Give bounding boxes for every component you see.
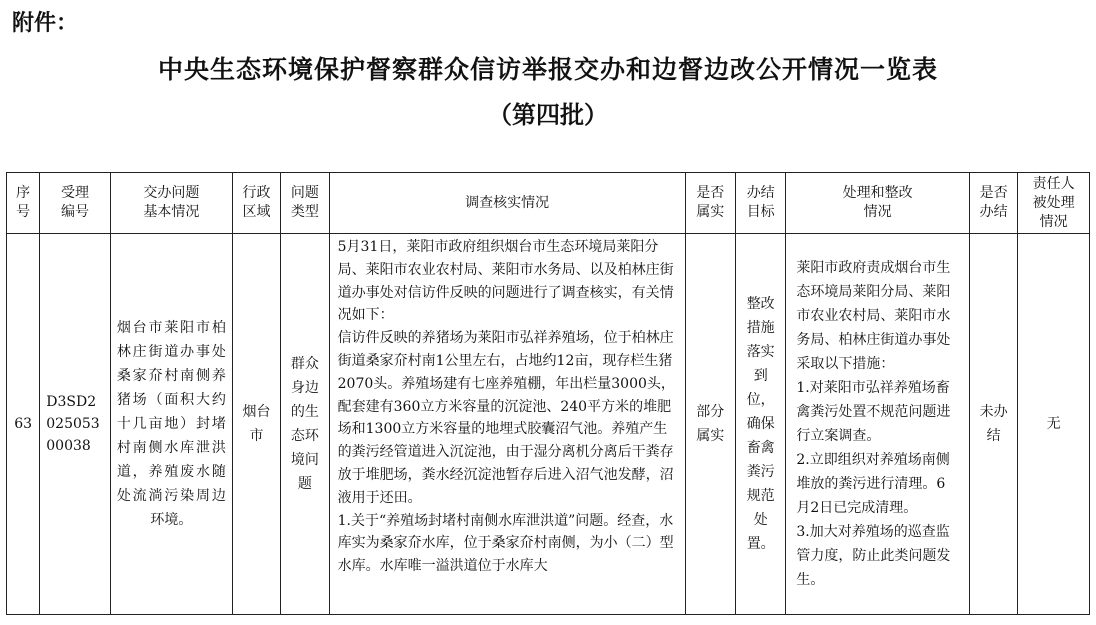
cell-type: 群众身边的生态环境问题	[281, 234, 329, 615]
header-issue: 交办问题 基本情况	[110, 173, 232, 234]
attachment-label: 附件：	[12, 11, 79, 36]
table-row	[7, 234, 1090, 615]
cell-completed: 未办结	[969, 234, 1017, 615]
header-investigation: 调查核实情况	[329, 173, 685, 234]
header-responsible: 责任人 被处理 情况	[1018, 173, 1090, 234]
investigation-paragraph: 1.关于“养殖场封堵村南侧水库泄洪道”问题。经查，水库实为桑家夼水库，位于桑家夼村南侧，为小（二）型水库。水库唯一溢洪道位于水库大	[337, 512, 674, 575]
investigation-paragraph: 信访件反映的养猪场为莱阳市弘祥养殖场，位于柏林庄街道桑家夼村南1公里左右，占地约12亩，现存栏生猪2070头。养殖场建有七座养殖棚，年出栏量3000头，配套建有360立方米容量的沉淀池、240平方米的堆肥场和1300立方米容量的地埋式胶囊沼气池。养殖产生的粪污经管道进入沉淀池，由于湿分离机分离后干粪存放于堆肥场，粪水经沉淀池暂存后进入沼气池发酵，沼液用于还田。	[337, 330, 675, 506]
cell-region: 烟台市	[232, 234, 280, 615]
header-completed: 是否 办结	[969, 173, 1017, 234]
measure-paragraph: 1.对莱阳市弘祥养殖场畜禽粪污处置不规范问题进行立案调查。	[796, 380, 951, 444]
disclosure-table	[6, 172, 1090, 615]
header-measures: 处理和整改 情况	[786, 173, 970, 234]
header-id: 受理 编号	[40, 173, 111, 234]
cell-investigation	[329, 234, 685, 615]
measure-paragraph: 3.加大对养殖场的巡查监管力度，防止此类问题发生。	[796, 524, 951, 588]
header-goal: 办结 目标	[735, 173, 785, 234]
header-region: 行政 区域	[232, 173, 280, 234]
header-seq: 序 号	[7, 173, 40, 234]
header-verified: 是否 属实	[685, 173, 735, 234]
document-title: 中央生态环境保护督察群众信访举报交办和边督边改公开情况一览表	[157, 55, 938, 84]
measure-paragraph: 2.立即组织对养殖场南侧堆放的粪污进行清理。6月2日已完成清理。	[796, 452, 950, 516]
header-type: 问题 类型	[281, 173, 329, 234]
measure-paragraph: 莱阳市政府责成烟台市生态环境局莱阳分局、莱阳市农业农村局、莱阳市水务局、柏林庄街道办事处采取以下措施：	[796, 260, 951, 372]
cell-verified: 部分属实	[685, 234, 735, 615]
cell-issue: 烟台市莱阳市柏林庄街道办事处桑家夼村南侧养猪场（面积大约十几亩地）封堵村南侧水库泄洪道，养殖废水随处流淌污染周边环境。	[110, 234, 232, 615]
cell-measures	[786, 234, 970, 615]
investigation-paragraph: 5月31日，莱阳市政府组织烟台市生态环境局莱阳分局、莱阳市农业农村局、莱阳市水务局、以及柏林庄街道办事处对信访件反映的问题进行了调查核实，有关情况如下：	[337, 239, 674, 324]
cell-responsible: 无	[1018, 234, 1090, 615]
cell-goal: 整改措施落实到位，确保畜禽粪污规范处置。	[735, 234, 785, 615]
cell-seq: 63	[7, 234, 40, 615]
table-header-row	[7, 173, 1090, 234]
document-subtitle: （第四批）	[488, 100, 608, 129]
cell-id: D3SD202505300038	[40, 234, 111, 615]
